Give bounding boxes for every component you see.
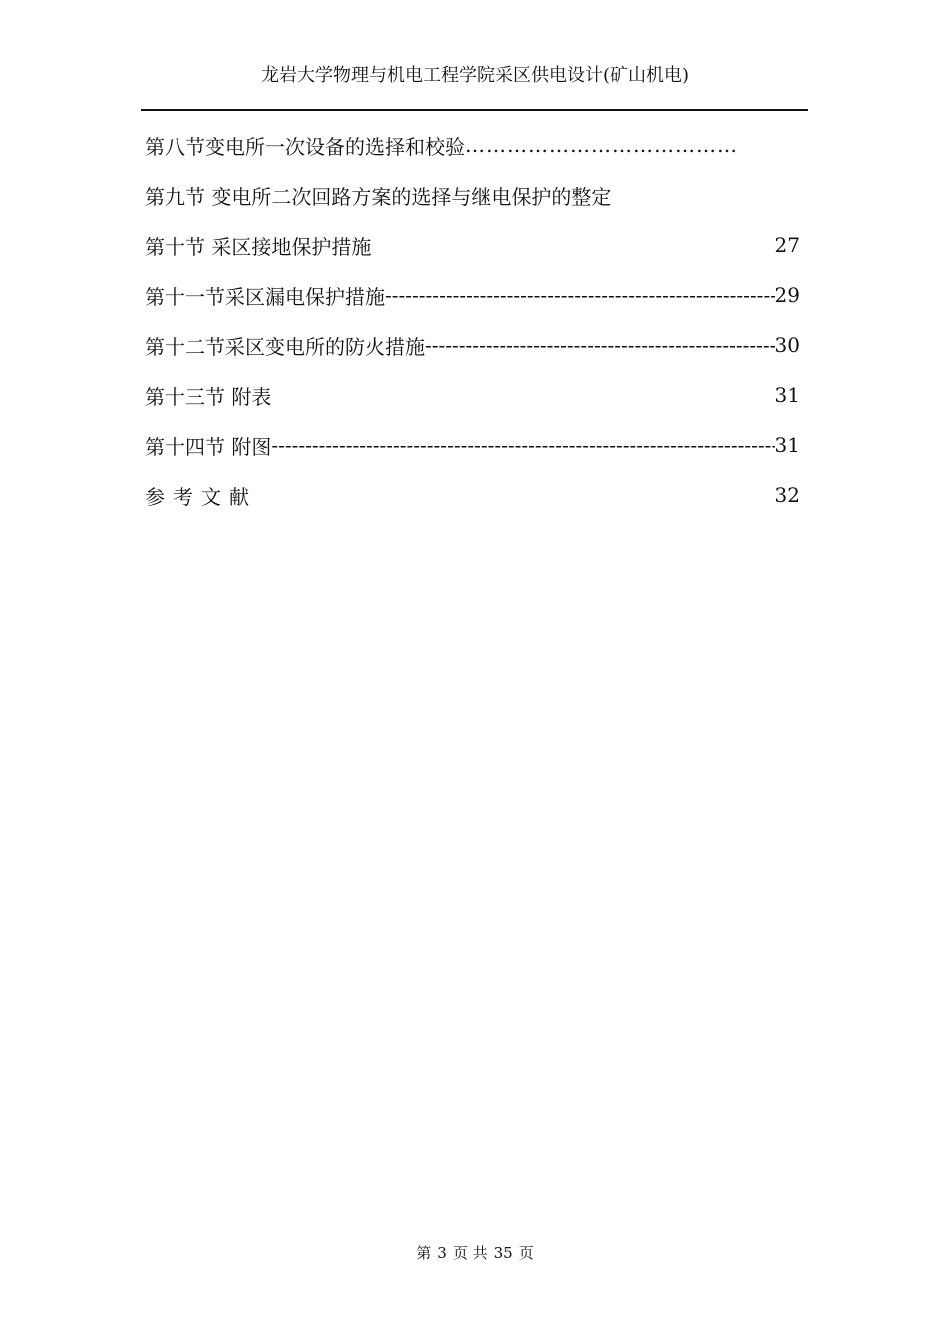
table-of-contents — [145, 120, 800, 520]
toc-entry-section-12[interactable] — [145, 320, 800, 370]
toc-entry-section-11[interactable] — [145, 270, 800, 320]
toc-entry-section-8[interactable] — [145, 120, 800, 170]
toc-entry-section-14[interactable] — [145, 420, 800, 470]
footer-total-pages: 35 — [493, 1244, 513, 1262]
toc-entry-label: 第十二节采区变电所的防火措施 — [145, 334, 425, 359]
toc-page-number: 30 — [774, 333, 800, 357]
footer-current-page: 3 — [437, 1244, 447, 1262]
toc-dash-leader — [271, 433, 774, 457]
toc-entry-label: 第九节 变电所二次回路方案的选择与继电保护的整定 — [145, 184, 612, 209]
toc-page-number: 32 — [774, 483, 800, 507]
toc-page-number: 27 — [774, 233, 800, 257]
toc-entry-label: 第十四节 附图 — [145, 434, 272, 459]
toc-dash-leader — [425, 333, 775, 357]
toc-entry-label: 第八节变电所一次设备的选择和校验 — [145, 134, 465, 159]
toc-entry-label: 参考文献 — [145, 484, 257, 509]
running-header-title: 龙岩大学物理与机电工程学院采区供电设计(矿山机电) — [260, 65, 690, 86]
toc-dash-leader — [385, 283, 775, 307]
toc-entry-section-10[interactable] — [145, 220, 800, 270]
toc-page-number: 31 — [774, 433, 800, 457]
toc-dot-leader: ………………………………… — [465, 133, 738, 157]
toc-entry-section-9[interactable] — [145, 170, 800, 220]
toc-entry-references[interactable] — [145, 470, 800, 520]
toc-entry-label: 第十一节采区漏电保护措施 — [145, 284, 385, 309]
footer-suffix: 页 — [518, 1244, 534, 1262]
footer-middle: 页 共 — [452, 1244, 488, 1262]
toc-page-number: 31 — [774, 383, 800, 407]
toc-entry-label: 第十节 采区接地保护措施 — [145, 234, 372, 259]
page-footer — [0, 1242, 950, 1263]
footer-prefix: 第 — [416, 1244, 432, 1262]
toc-page-number: 29 — [774, 283, 800, 307]
toc-entry-section-13[interactable] — [145, 370, 800, 420]
toc-entry-label: 第十三节 附表 — [145, 384, 272, 409]
header-rule — [141, 109, 808, 111]
